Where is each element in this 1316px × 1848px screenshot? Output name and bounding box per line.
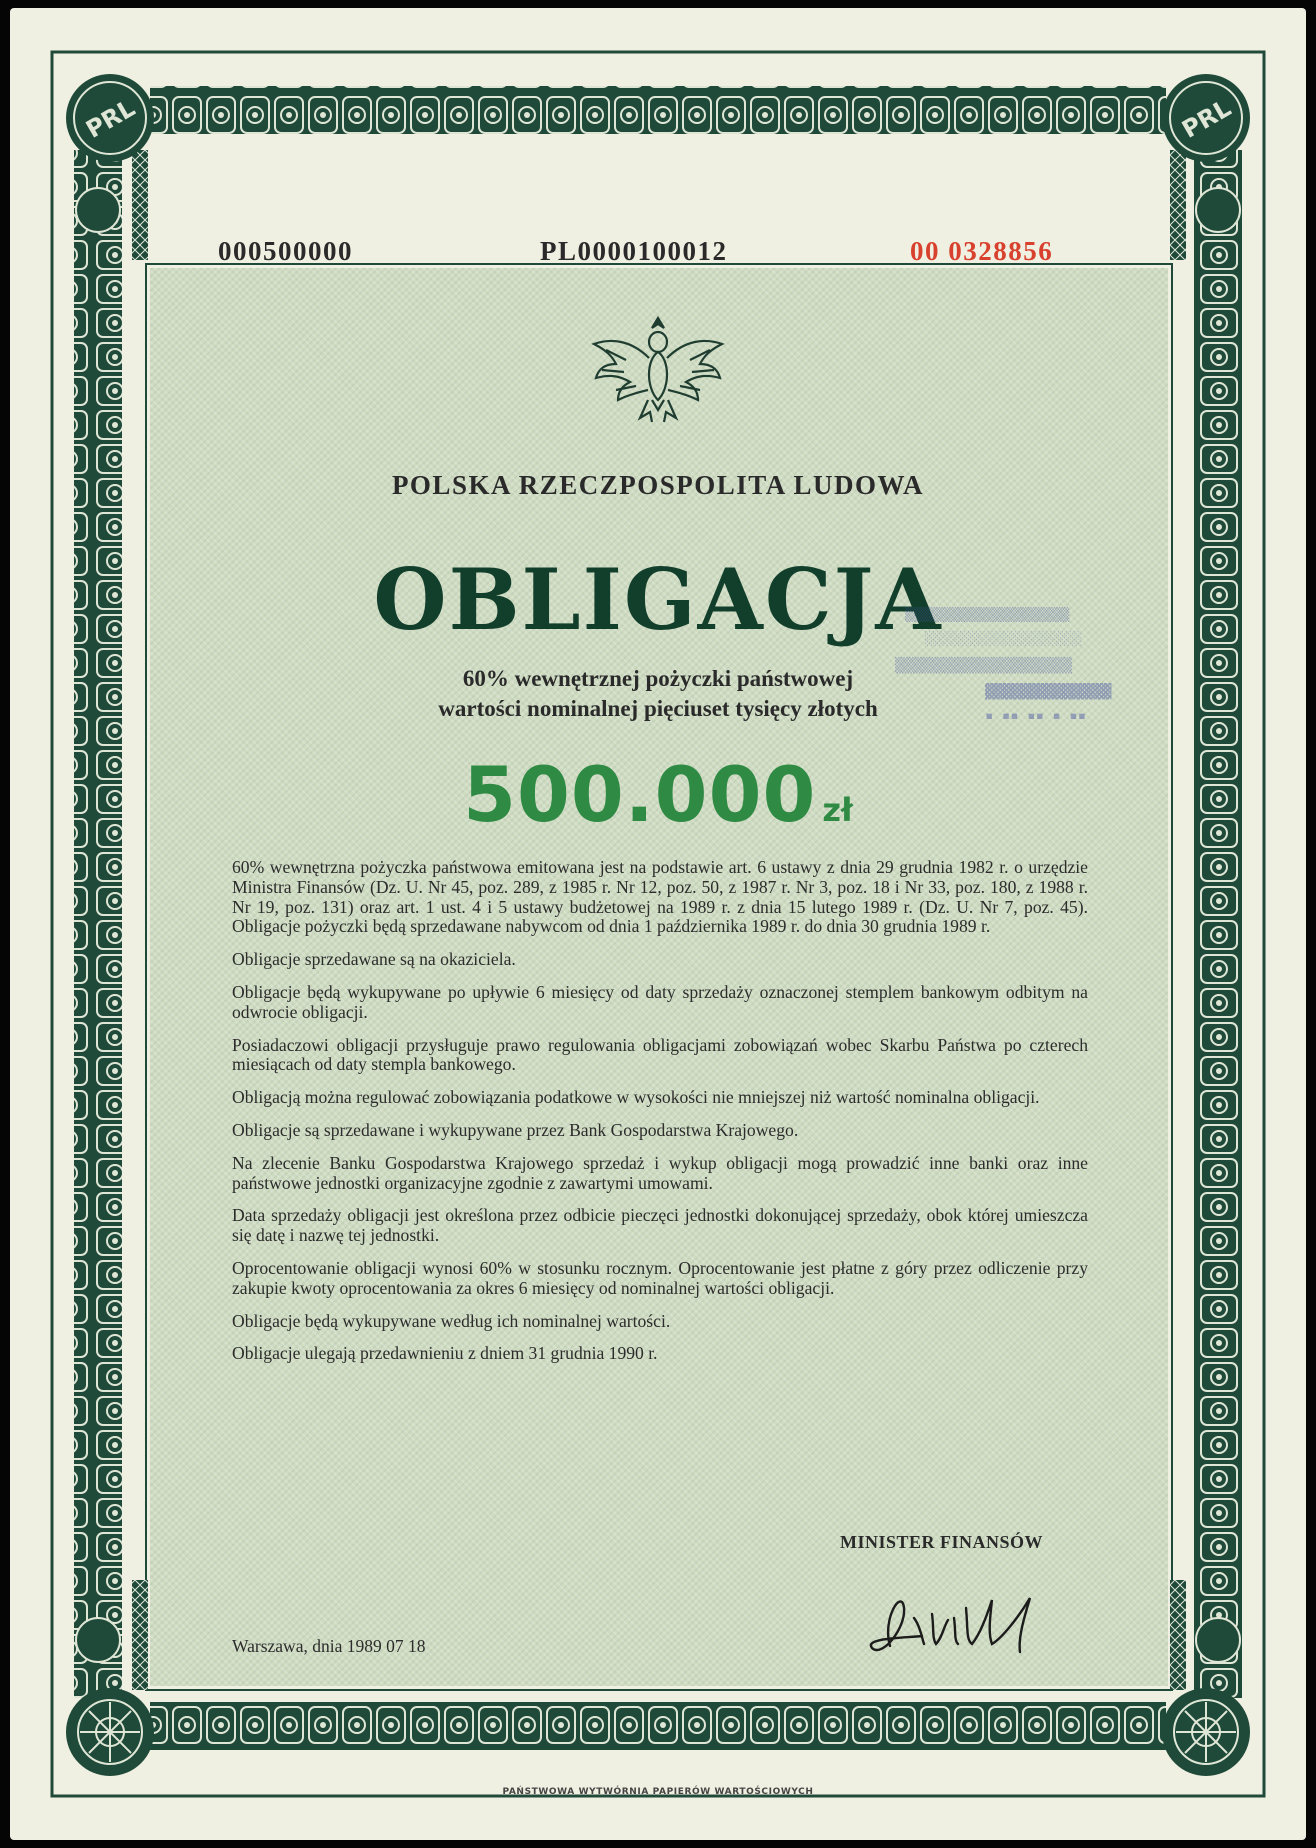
isin-code: PL0000100012 bbox=[540, 236, 728, 266]
amount-value: 500.000 bbox=[463, 750, 817, 839]
terms-paragraph: Obligacje będą wykupywane według ich nominalnej wartości. bbox=[232, 1310, 671, 1331]
serial-number-left: 000500000 bbox=[218, 236, 353, 266]
terms-paragraph: Oprocentowanie obligacji wynosi 60% w stosunku rocznym. Oprocentowanie jest płatne z góry przez odliczenie przy zakupie kwoty oprocentowania za okres 6 miesięcy od nominalnej wartości obligacji. bbox=[232, 1257, 1088, 1298]
printer-imprint: PAŃSTWOWA WYTWÓRNIA PAPIERÓW WARTOŚCIOWYCH bbox=[502, 1787, 814, 1797]
terms-paragraph: Obligacje są sprzedawane i wykupywane przez Bank Gospodarstwa Krajowego. bbox=[232, 1119, 799, 1140]
minister-title: MINISTER FINANSÓW bbox=[840, 1532, 1044, 1552]
prl-seal-icon bbox=[1162, 74, 1250, 162]
bank-stamp: ▒▒▒▒▒▒▒▒▒▒▒▒▒▒▒▒▒▒▒▒▒ ░░░░░░░░░░░░░░░░░░░░ ▒▒▒▒▒▒▒▒▒▒▒▒▒▒▒▒▒▒▒▒▒ ▓▓▓▓▓▓▓▓▓▓▓▓▓▓▓ ▪ ▪▪ ▪▪ ▪ ▪▪ bbox=[895, 608, 1112, 724]
terms-paragraph: Obligacje będą wykupywane po upływie 6 miesięcy od daty sprzedaży oznaczonej stemplem bankowym odbitym na odwrocie obligacji. bbox=[232, 981, 1088, 1022]
terms-paragraph: 60% wewnętrzna pożyczka państwowa emitowana jest na podstawie art. 6 ustawy z dnia 29 grudnia 1982 r. o urzędzie Ministra Finansów (Dz. U. Nr 45, poz. 289, z 1985 r. Nr 12, poz. 50, z 1987 r. Nr 3, poz. 18 i Nr 33, poz. 180, z 1988 r. Nr 19, poz. 131) oraz art. 1 ust. 4 i 5 ustawy budżetowej na 1989 r. z dnia 15 lutego 1989 r. (Dz. U. Nr 7, poz. 45). Obligacje pożyczki będą sprzedawane nabywcom od dnia 1 października 1989 r. do dnia 30 grudnia 1989 r. bbox=[232, 857, 1088, 937]
nominal-amount bbox=[0, 750, 1316, 839]
terms-paragraph: Na zlecenie Banku Gospodarstwa Krajowego sprzedaż i wykup obligacji mogą prowadzić inne banki oraz inne państwowe jednostki organizacyjne zgodnie z zawartymi umowami. bbox=[232, 1152, 1088, 1193]
frame-top-band bbox=[150, 86, 1166, 134]
rosette-ornament-icon bbox=[1162, 1688, 1250, 1776]
currency-symbol: zł bbox=[822, 791, 853, 829]
svg-text:PRL: PRL bbox=[1177, 93, 1236, 144]
subtitle-line-2: wartości nominalnej pięciuset tysięcy złotych bbox=[438, 696, 878, 721]
frame-right-band bbox=[1194, 150, 1242, 1698]
prl-seal-icon bbox=[66, 74, 154, 162]
white-eagle-emblem-icon bbox=[586, 310, 730, 430]
subtitle-line-1: 60% wewnętrznej pożyczki państwowej bbox=[462, 666, 854, 691]
country-name: POLSKA RZECZPOSPOLITA LUDOWA bbox=[391, 470, 925, 500]
terms-paragraph: Data sprzedaży obligacji jest określona przez odbicie pieczęci jednostki dokonującej sprzedaży, obok której umieszcza się datę i nazwę tej jednostki. bbox=[232, 1205, 1088, 1246]
frame-left-band bbox=[74, 150, 122, 1698]
serial-number-red: 00 0328856 bbox=[910, 236, 1054, 266]
terms-text bbox=[232, 858, 1088, 1377]
terms-paragraph: Obligacje sprzedawane są na okaziciela. bbox=[232, 949, 516, 970]
svg-text:PRL: PRL bbox=[81, 93, 140, 144]
terms-paragraph: Obligacje ulegają przedawnieniu z dniem 31 grudnia 1990 r. bbox=[232, 1343, 658, 1364]
rosette-ornament-icon bbox=[66, 1688, 154, 1776]
frame-bottom-band bbox=[150, 1702, 1166, 1750]
document-title: OBLIGACJA bbox=[373, 550, 943, 649]
terms-paragraph: Obligacją można regulować zobowiązania podatkowe w wysokości nie mniejszej niż wartość nominalna obligacji. bbox=[232, 1087, 1040, 1108]
issue-place-date: Warszawa, dnia 1989 07 18 bbox=[232, 1636, 426, 1656]
terms-paragraph: Posiadaczowi obligacji przysługuje prawo regulowania obligacjami zobowiązań wobec Skarbu Państwa po czterech miesiącach od daty stempla bankowego. bbox=[232, 1034, 1088, 1075]
handwritten-signature bbox=[862, 1578, 1062, 1668]
